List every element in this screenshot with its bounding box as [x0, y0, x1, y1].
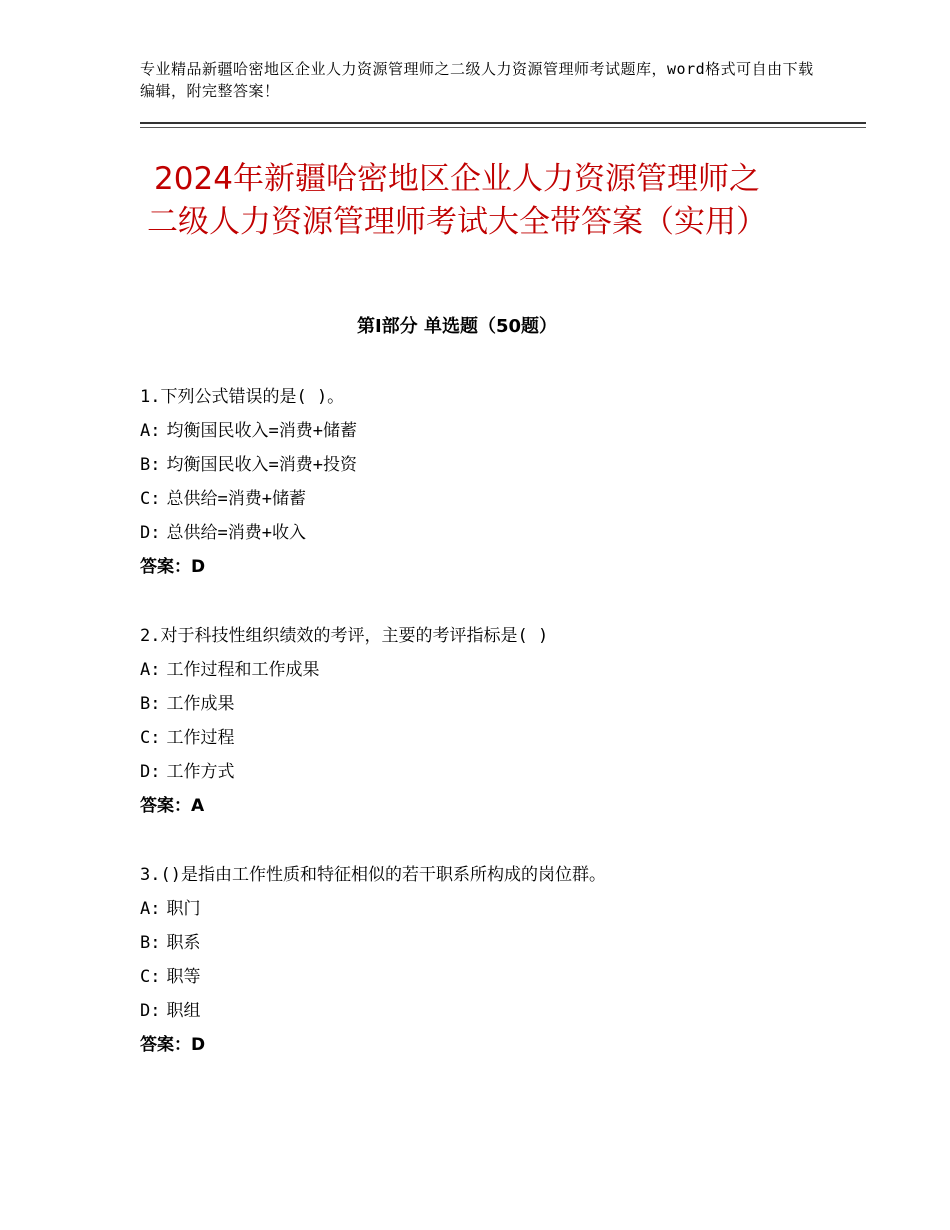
option-letter: B:	[140, 694, 161, 714]
answer-line: 答案：D	[140, 557, 206, 577]
option-letter: D:	[140, 523, 161, 543]
option-letter: B:	[140, 455, 161, 475]
option-b	[140, 687, 840, 721]
option-text: 职等	[166, 967, 201, 987]
option-text: 工作过程	[166, 728, 235, 748]
option-d	[140, 755, 840, 789]
question-1	[140, 380, 840, 584]
option-c	[140, 482, 840, 516]
section-title: 第Ⅰ部分 单选题（50题）	[356, 316, 557, 337]
option-c	[140, 721, 840, 755]
option-text: 均衡国民收入=消费+投资	[166, 455, 357, 475]
option-d	[140, 994, 840, 1028]
option-letter: B:	[140, 933, 161, 953]
option-d	[140, 516, 840, 550]
option-b	[140, 448, 840, 482]
option-text: 职组	[166, 1001, 201, 1021]
answer-line: 答案：A	[140, 796, 205, 816]
option-letter: C:	[140, 967, 161, 987]
option-letter: A:	[140, 899, 161, 919]
option-letter: D:	[140, 762, 161, 782]
option-text: 总供给=消费+收入	[166, 523, 306, 543]
option-text: 均衡国民收入=消费+储蓄	[166, 421, 357, 441]
option-text: 总供给=消费+储蓄	[166, 489, 306, 509]
option-a	[140, 653, 840, 687]
option-letter: C:	[140, 728, 161, 748]
header-divider-thick	[140, 122, 866, 124]
question-3	[140, 858, 840, 1062]
question-stem: 1.下列公式错误的是( )。	[140, 387, 345, 407]
header-note: 专业精品新疆哈密地区企业人力资源管理师之二级人力资源管理师考试题库，word格式可自由下载编辑，附完整答案！	[140, 60, 814, 100]
option-letter: D:	[140, 1001, 161, 1021]
option-text: 职系	[166, 933, 201, 953]
option-b	[140, 926, 840, 960]
option-text: 工作成果	[166, 694, 235, 714]
option-a	[140, 892, 840, 926]
option-letter: C:	[140, 489, 161, 509]
option-c	[140, 960, 840, 994]
document-title: 2024年新疆哈密地区企业人力资源管理师之二级人力资源管理师考试大全带答案（实用）	[147, 161, 767, 240]
option-letter: A:	[140, 421, 161, 441]
option-text: 工作方式	[166, 762, 235, 782]
question-stem: 3.()是指由工作性质和特征相似的若干职系所构成的岗位群。	[140, 865, 606, 885]
option-text: 工作过程和工作成果	[166, 660, 320, 680]
option-letter: A:	[140, 660, 161, 680]
question-2	[140, 619, 840, 823]
option-a	[140, 414, 840, 448]
option-text: 职门	[166, 899, 201, 919]
question-stem: 2.对于科技性组织绩效的考评，主要的考评指标是( )	[140, 626, 549, 646]
answer-line: 答案：D	[140, 1035, 206, 1055]
header-divider-thin	[140, 127, 866, 128]
